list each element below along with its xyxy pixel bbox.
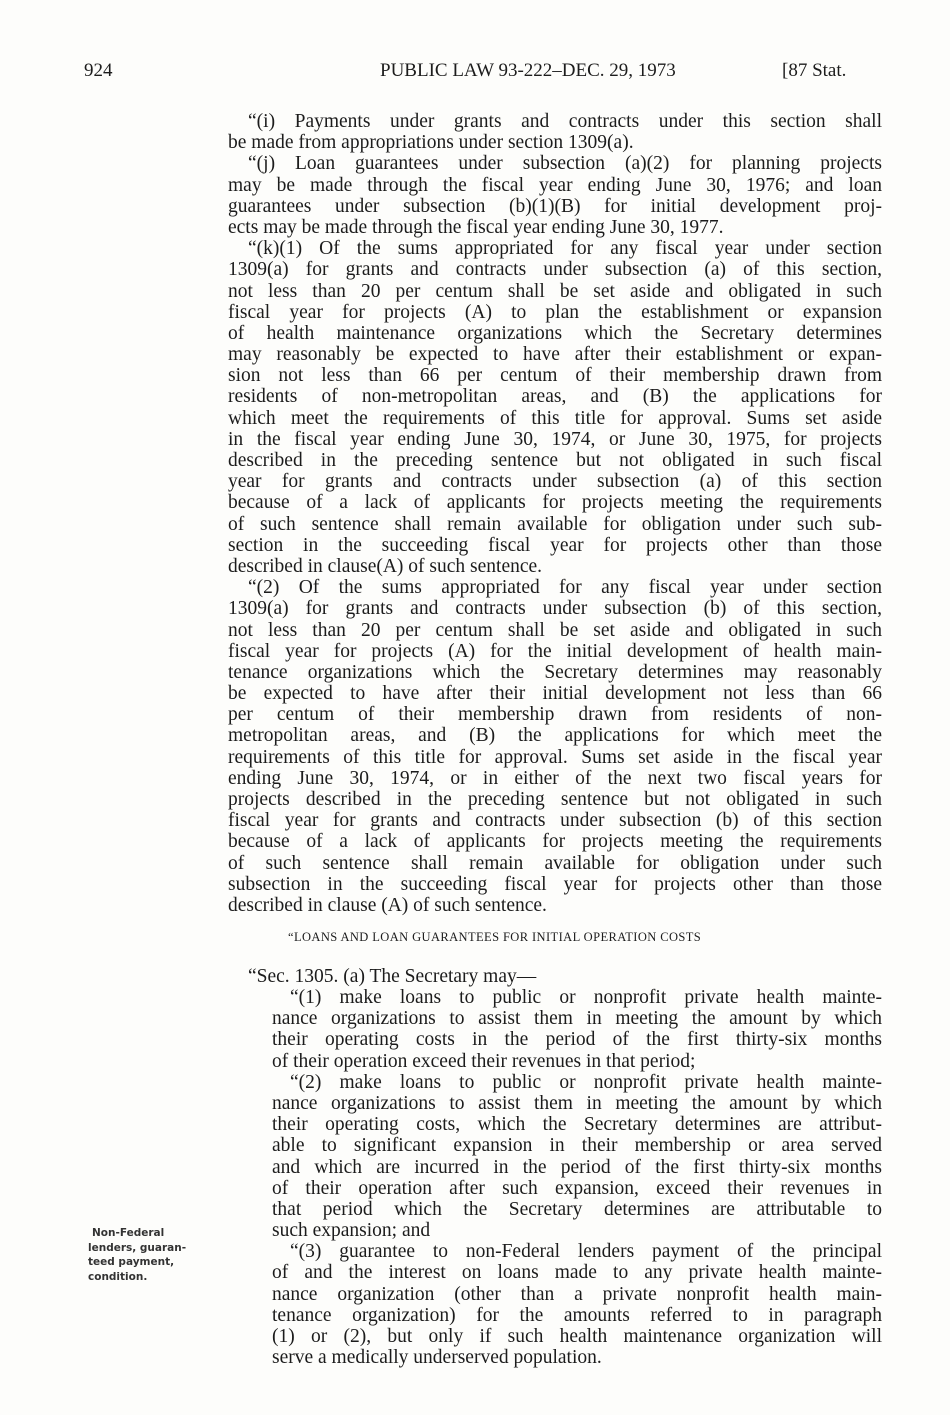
text-line: per centum of their membership drawn from residents of non- <box>228 704 882 726</box>
text-line: serve a medically underserved population. <box>272 1347 602 1369</box>
text-line: described in the preceding sentence but not obligated in such fiscal <box>228 450 882 471</box>
text-line: be made from appropriations under section 1309(a). <box>228 132 634 154</box>
section-heading: “LOANS AND LOAN GUARANTEES FOR INITIAL OPERATION COSTS <box>288 930 702 944</box>
text-line: (1) or (2), but only if such health maintenance organization will <box>272 1326 882 1347</box>
text-line: be expected to have after their initial development not less than 66 <box>228 683 882 705</box>
text-line: their operating costs, which the Secretary determines are attribut- <box>272 1114 882 1136</box>
text-line: described in clause (A) of such sentence. <box>228 894 547 916</box>
page-number: 924 <box>84 60 113 81</box>
text-line: of health maintenance organizations which the Secretary determines <box>228 322 882 344</box>
text-line: which meet the requirements of this title for approval. Sums set aside <box>228 407 882 429</box>
text-line: nance organizations to assist them in meeting the amount by which <box>272 1008 882 1030</box>
text-line: fiscal year for projects (A) to plan the establishment or expansion <box>228 301 882 323</box>
text-line: 1309(a) for grants and contracts under subsection (a) of this section, <box>228 259 882 281</box>
text-line: subsection in the succeeding fiscal year for projects other than those <box>228 873 882 895</box>
text-line: may be made through the fiscal year ending June 30, 1976; and loan <box>228 174 882 196</box>
text-line: of and the interest on loans made to any private health mainte- <box>272 1262 882 1284</box>
margin-note-line: Non-Federal <box>92 1227 165 1239</box>
text-line: requirements of this title for approval. Sums set aside in the fiscal year <box>228 746 882 768</box>
running-header-title: PUBLIC LAW 93-222–DEC. 29, 1973 <box>380 60 676 81</box>
section-intro: “Sec. 1305. (a) The Secretary may— <box>248 966 537 987</box>
text-line: and which are incurred in the period of the first thirty-six months <box>272 1156 882 1178</box>
text-line: nance organization (other than a private nonprofit health main- <box>272 1283 882 1305</box>
paragraph <box>228 111 882 153</box>
paragraph <box>228 238 882 577</box>
text-line: their operating costs in the period of the first thirty-six months <box>272 1029 882 1051</box>
text-line: of such sentence shall remain available for obligation under such sub- <box>228 513 882 535</box>
text-line: 1309(a) for grants and contracts under subsection (b) of this section, <box>228 598 882 620</box>
margin-note-line: teed payment, <box>88 1256 175 1268</box>
text-line: of their operation exceed their revenues in that period; <box>272 1050 696 1072</box>
section-body <box>228 111 882 916</box>
text-line: ending June 30, 1974, or in either of the next two fiscal years for <box>228 767 882 789</box>
text-line: metropolitan areas, and (B) the applications for which meet the <box>228 725 882 747</box>
text-line: fiscal year for projects (A) for the initial development of health main- <box>228 640 882 662</box>
text-line: tenance organization) for the amounts referred to in paragraph <box>272 1304 882 1326</box>
subparagraph-list <box>228 987 882 1368</box>
text-line: “(1) make loans to public or nonprofit private health mainte- <box>290 987 882 1008</box>
text-line: year for grants and contracts under subsection (a) of this section <box>228 471 882 493</box>
text-line: section in the succeeding fiscal year for projects other than those <box>228 534 882 556</box>
text-line: “(j) Loan guarantees under subsection (a)(2) for planning projects <box>248 153 882 175</box>
text-line: that period which the Secretary determines are attributable to <box>272 1198 882 1220</box>
text-line: because of a lack of applicants for projects meeting the requirements <box>228 831 882 853</box>
paragraph <box>228 1241 882 1368</box>
text-line: may reasonably be expected to have after their establishment or expan- <box>228 344 882 366</box>
text-line: able to significant expansion in their membership or area served <box>272 1135 882 1157</box>
text-line: “(2) make loans to public or nonprofit private health mainte- <box>290 1071 882 1093</box>
statute-reference: [87 Stat. <box>782 60 847 81</box>
text-line: sion not less than 66 per centum of their membership drawn from <box>228 365 882 387</box>
text-line: described in clause(A) of such sentence. <box>228 555 543 577</box>
text-line: “(2) Of the sums appropriated for any fiscal year under section <box>248 577 882 599</box>
paragraph <box>228 1072 882 1242</box>
text-line: of their operation after such expansion, exceed their revenues in <box>272 1177 882 1199</box>
text-line: tenance organizations which the Secretary determines may reasonably <box>228 661 882 683</box>
text-line: “(3) guarantee to non-Federal lenders payment of the principal <box>290 1241 882 1263</box>
text-line: residents of non-metropolitan areas, and (B) the applications for <box>228 386 882 408</box>
text-line: guarantees under subsection (b)(1)(B) for initial development proj- <box>228 195 882 217</box>
text-line: “(i) Payments under grants and contracts under this section shall <box>248 111 882 132</box>
text-line: fiscal year for grants and contracts under subsection (b) of this section <box>228 810 882 832</box>
text-line: not less than 20 per centum shall be set aside and obligated in such <box>228 619 882 641</box>
text-line: such expansion; and <box>272 1220 431 1242</box>
text-line: in the fiscal year ending June 30, 1974, or June 30, 1975, for projects <box>228 428 882 450</box>
text-line: not less than 20 per centum shall be set aside and obligated in such <box>228 280 882 302</box>
margin-note <box>88 1226 186 1284</box>
paragraph <box>228 577 882 916</box>
paragraph <box>228 987 882 1072</box>
text-line: ects may be made through the fiscal year ending June 30, 1977. <box>228 216 724 238</box>
text-line: nance organizations to assist them in meeting the amount by which <box>272 1092 882 1114</box>
margin-note-line: condition. <box>88 1270 148 1283</box>
text-line: of such sentence shall remain available for obligation under such <box>228 852 882 874</box>
margin-note-line: lenders, guaran- <box>88 1241 187 1254</box>
text-line: projects described in the preceding sentence but not obligated in such <box>228 789 882 810</box>
text-line: “(k)(1) Of the sums appropriated for any fiscal year under section <box>248 238 882 260</box>
paragraph <box>228 153 882 238</box>
text-line: because of a lack of applicants for projects meeting the requirements <box>228 492 882 514</box>
